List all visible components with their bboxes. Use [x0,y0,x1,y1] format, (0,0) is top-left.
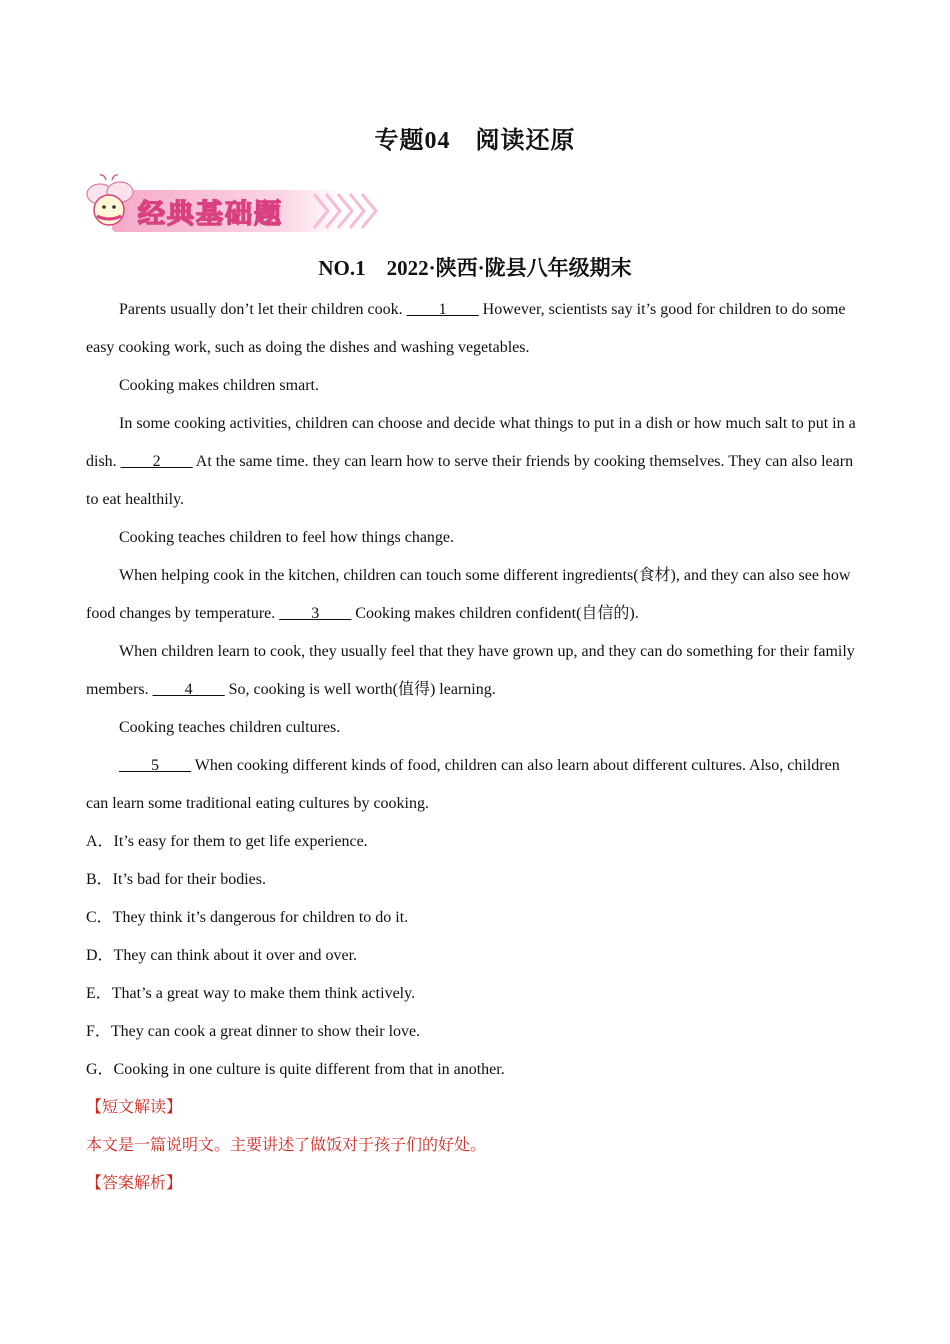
answer-heading: 【答案解析】 [86,1175,183,1192]
paragraph-2: Cooking makes children smart. [119,377,319,394]
summary-heading: 【短文解读】 [86,1099,183,1116]
option-a: A．It’s easy for them to get life experience. [86,833,368,850]
option-e: E．That’s a great way to make them think actively. [86,985,416,1002]
option-c: C．They think it’s dangerous for children to do it. [86,909,409,926]
paragraph-6: When children learn to cook, they usually feel that they have grown up, and they can do something for their family members. ____4____ So, cooking is well worth(值得) learning. [86,643,855,698]
section-banner [82,172,392,238]
blank-3: ____3____ [279,605,352,622]
option-b: B．It’s bad for their bodies. [86,871,266,888]
paragraph-7: Cooking teaches children cultures. [119,719,341,736]
page-title: 专题04 阅读还原 [374,128,576,154]
blank-4: ____4____ [152,681,225,698]
passage [86,291,864,1203]
option-d: D．They can think about it over and over. [86,947,358,964]
paragraph-5: When helping cook in the kitchen, children can touch some different ingredients(食材), and they can also see how food changes by temperature. ____3____ Cooking makes children confident(自信的). [86,567,851,622]
blank-2: ____2____ [120,453,193,470]
paragraph-3: In some cooking activities, children can choose and decide what things to put in a dish or how much salt to put in a dish. ____2____ At the same time. they can learn how to serve their friends by cooking themselves. They can also learn to eat healthily. [86,415,856,508]
option-f: F．They can cook a great dinner to show their love. [86,1023,421,1040]
summary-text: 本文是一篇说明文。主要讲述了做饭对于孩子们的好处。 [86,1137,487,1154]
paragraph-4: Cooking teaches children to feel how things change. [119,529,455,546]
paragraph-8: ____5____ When cooking different kinds of food, children can also learn about different cultures. Also, children can learn some traditional eating cultures by cooking. [86,757,840,812]
blank-5: ____5____ [119,757,191,774]
section-title: NO.1 2022·陕西·陇县八年级期末 [318,256,632,280]
option-g: G．Cooking in one culture is quite different from that in another. [86,1061,505,1078]
banner-label: 经典基础题 [138,199,283,230]
blank-1: ____1____ [406,301,479,318]
paragraph-1: Parents usually don’t let their children cook. ____1____ However, scientists say it’s good for children to do some easy cooking work, such as doing the dishes and washing vegetables. [86,301,846,356]
